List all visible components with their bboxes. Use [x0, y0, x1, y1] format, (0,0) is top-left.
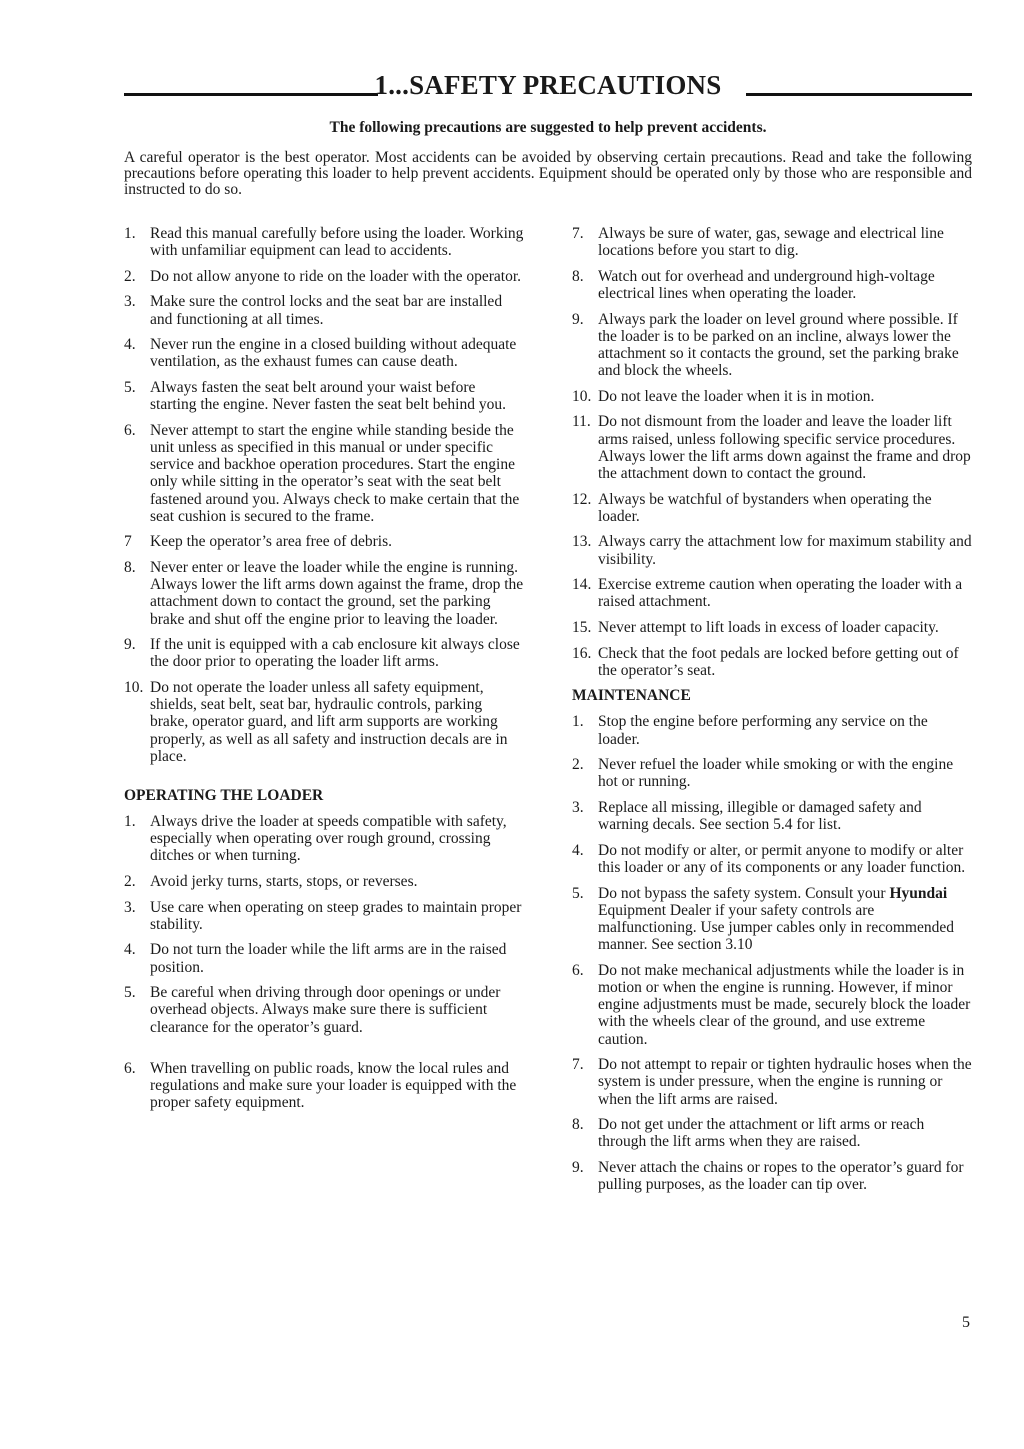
item-text: Always drive the loader at speeds compatible with safety, especially when operating over rough ground, crossing ditches or when turning.	[150, 813, 507, 865]
item-text: Do not modify or alter, or permit anyone to modify or alter this loader or any of its components or any loader function.	[598, 841, 966, 876]
item-text: Never enter or leave the loader while the engine is running. Always lower the lift arms down against the frame, drop the attachment down to contact the ground, set the parking brake and shut off the engine prior to leaving the loader.	[150, 558, 524, 628]
item-text: Always carry the attachment low for maximum stability and visibility.	[598, 533, 972, 568]
item-number: 5.	[124, 378, 136, 396]
item-number: 2.	[124, 873, 136, 890]
item-text: Keep the operator’s area free of debris.	[150, 533, 392, 551]
list-item	[572, 491, 972, 525]
intro-paragraph: A careful operator is the best operator. Most accidents can be avoided by observing certain precautions. Read and take the following precautions before operating this loader to help prevent accidents. Equipment should be operated only by those who are responsible and instructed to do so.	[124, 149, 972, 198]
list-item	[572, 225, 972, 259]
brand-name: Hyundai	[889, 884, 948, 902]
item-number: 1.	[124, 813, 136, 830]
item-number: 12.	[572, 490, 592, 508]
item-text: When travelling on public roads, know the local rules and regulations and make sure your loader is equipped with the proper safety equipment.	[150, 1059, 517, 1112]
list-item	[572, 268, 972, 302]
list-item	[572, 645, 972, 679]
item-number: 7.	[572, 1056, 584, 1074]
list-item	[124, 941, 524, 975]
item-text: Never attempt to start the engine while standing beside the unit unless as specified in this manual or under specific service and backhoe operation procedures. Start the engine only while sitting in the operator’s seat with the seat belt fastened around you. Always check to make certain that the seat cushion is secured to the frame.	[150, 421, 520, 525]
list-item	[124, 559, 524, 628]
list-item	[124, 636, 524, 670]
list-item	[572, 713, 972, 747]
item-number: 16.	[572, 644, 592, 662]
item-text: Make sure the control locks and the seat bar are installed and functioning at all times.	[150, 293, 503, 328]
item-text: Do not dismount from the loader and leave the loader lift arms raised, unless following specific service procedures. Always lower the lift arms down against the frame and drop the attachment down to contact the ground.	[598, 413, 971, 482]
item-text: Avoid jerky turns, starts, stops, or reverses.	[150, 873, 418, 890]
item-text: Always fasten the seat belt around your waist before starting the engine. Never fasten the seat belt behind you.	[150, 378, 506, 414]
list-item	[572, 576, 972, 610]
list-item	[572, 962, 972, 1048]
item-text: Do not make mechanical adjustments while the loader is in motion or when the engine is running. However, if minor engine adjustments must be made, securely block the loader with the wheels clear of the ground, and use extreme caution.	[598, 961, 971, 1048]
item-number: 8.	[572, 267, 584, 285]
item-text: Never refuel the loader while smoking or with the engine hot or running.	[598, 756, 954, 791]
list-item	[572, 885, 972, 954]
item-number: 2.	[572, 756, 584, 774]
page-title: 1...SAFETY PRECAUTIONS	[374, 70, 722, 100]
list-item	[572, 413, 972, 482]
list-item	[572, 842, 972, 876]
list-item	[124, 679, 524, 765]
item-number: 10.	[124, 678, 144, 696]
list-item	[124, 1060, 524, 1112]
right-column	[572, 225, 972, 1202]
item-text: Do not allow anyone to ride on the loader with the operator.	[150, 267, 522, 285]
list-item	[572, 311, 972, 380]
item-number: 14.	[572, 576, 592, 594]
list-item	[572, 1116, 972, 1150]
item-text: Never attach the chains or ropes to the operator’s guard for pulling purposes, as the loader can tip over.	[598, 1158, 964, 1194]
item-number: 4.	[124, 336, 136, 354]
item-number: 1.	[572, 713, 584, 731]
item-number: 11.	[572, 413, 591, 431]
list-item	[124, 422, 524, 525]
item-number: 4.	[572, 841, 584, 859]
list-item	[124, 984, 524, 1036]
item-text: Do not operate the loader unless all safety equipment, shields, seat belt, seat bar, hydraulic controls, parking brake, operator guard, and lift arm supports are working properly, as well as all safety and instruction decals are in place.	[150, 678, 508, 765]
list-item	[124, 268, 524, 285]
item-text-after: Equipment Dealer if your safety controls are malfunctioning. Use jumper cables only in recommended manner. See section 3.10	[598, 901, 954, 954]
list-item	[124, 336, 524, 370]
item-number: 3.	[124, 293, 136, 311]
item-text: Never run the engine in a closed building without adequate ventilation, as the exhaust fumes can cause death.	[150, 336, 517, 371]
item-number: 7	[124, 533, 132, 551]
title-rule-right	[746, 93, 972, 96]
item-text: Watch out for overhead and underground high-voltage electrical lines when operating the loader.	[598, 267, 935, 302]
item-number: 6.	[124, 421, 136, 439]
item-text: Never attempt to lift loads in excess of loader capacity.	[598, 618, 939, 636]
list-item	[572, 533, 972, 567]
list-item	[572, 756, 972, 790]
item-number: 9.	[572, 1158, 584, 1176]
item-number: 3.	[572, 798, 584, 816]
item-text: Always be watchful of bystanders when operating the loader.	[598, 490, 932, 525]
item-text: If the unit is equipped with a cab enclosure kit always close the door prior to operating the loader lift arms.	[150, 636, 520, 671]
item-text: Exercise extreme caution when operating the loader with a raised attachment.	[598, 576, 963, 611]
item-text-before: Do not bypass the safety system. Consult your	[598, 884, 890, 902]
item-number: 6.	[124, 1059, 136, 1077]
section-heading-maintenance: MAINTENANCE	[572, 687, 691, 705]
item-number: 2.	[124, 267, 136, 285]
list-item	[124, 379, 524, 413]
item-text: Do not leave the loader when it is in motion.	[598, 387, 875, 405]
item-number: 6.	[572, 961, 584, 979]
item-number: 8.	[572, 1116, 584, 1134]
list-item	[124, 813, 524, 865]
list-item	[572, 1056, 972, 1108]
item-text: Do not get under the attachment or lift arms or reach through the lift arms when they are raised.	[598, 1116, 925, 1151]
list-item	[572, 799, 972, 833]
item-number: 5.	[572, 884, 584, 902]
item-number: 3.	[124, 898, 136, 916]
item-number: 10.	[572, 387, 592, 405]
item-text: Replace all missing, illegible or damaged safety and warning decals. See section 5.4 for list.	[598, 798, 922, 834]
item-text: Stop the engine before performing any service on the loader.	[598, 713, 928, 748]
list-item	[124, 293, 524, 327]
item-text: Always be sure of water, gas, sewage and electrical line locations before you start to dig.	[598, 225, 944, 260]
item-text: Check that the foot pedals are locked before getting out of the operator’s seat.	[598, 644, 959, 679]
item-number: 15.	[572, 618, 592, 636]
list-item	[124, 899, 524, 933]
list-item	[124, 225, 524, 259]
item-number: 13.	[572, 533, 592, 551]
list-item	[572, 388, 972, 405]
title-row	[124, 68, 972, 104]
section-heading-operating: OPERATING THE LOADER	[124, 787, 324, 804]
page-subtitle: The following precautions are suggested to help prevent accidents.	[329, 119, 767, 136]
item-number: 5.	[124, 984, 136, 1002]
left-column	[124, 225, 524, 1120]
item-number: 9.	[572, 310, 584, 328]
item-text: Use care when operating on steep grades to maintain proper stability.	[150, 898, 522, 933]
item-text: Be careful when driving through door openings or under overhead objects. Always make sure there is sufficient clearance for the operator’s guard.	[150, 984, 501, 1036]
item-text: Do not turn the loader while the lift arms are in the raised position.	[150, 941, 507, 976]
item-number: 7.	[572, 225, 584, 242]
list-item	[124, 533, 524, 550]
list-item	[572, 1159, 972, 1193]
page-number: 5	[962, 1314, 970, 1331]
item-text: Always park the loader on level ground where possible. If the loader is to be parked on an incline, always lower the attachment so it contacts the ground, set the parking brake and block the wheels.	[598, 310, 959, 380]
item-text: Do not attempt to repair or tighten hydraulic hoses when the system is under pressure, when the engine is running or when the lift arms are raised.	[598, 1056, 972, 1108]
list-item	[124, 873, 524, 890]
list-item	[572, 619, 972, 636]
item-number: 1.	[124, 225, 136, 242]
item-number: 8.	[124, 558, 136, 576]
item-text: Read this manual carefully before using the loader. Working with unfamiliar equipment can lead to accidents.	[150, 225, 524, 260]
item-number: 9.	[124, 636, 136, 654]
item-number: 4.	[124, 941, 136, 959]
